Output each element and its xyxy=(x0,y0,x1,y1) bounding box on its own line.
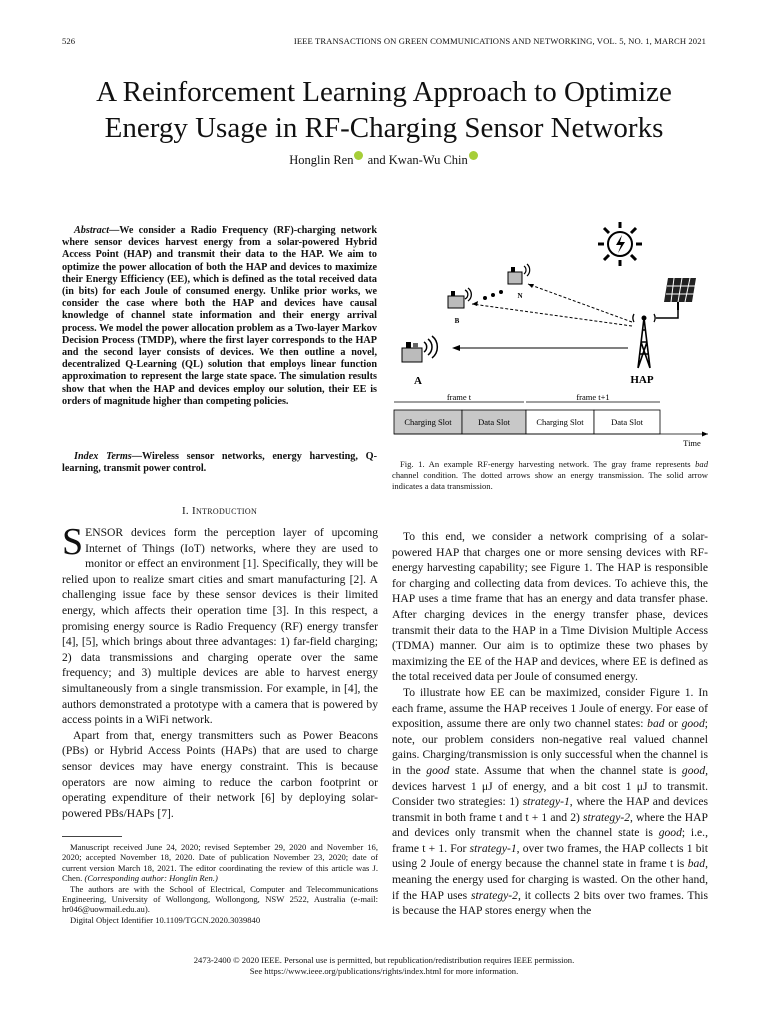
label-hap: HAP xyxy=(630,374,654,386)
paragraph xyxy=(62,521,378,728)
author-list xyxy=(0,151,768,168)
solar-panel-icon xyxy=(664,278,696,310)
author-conjunction: and xyxy=(367,153,386,167)
intro-right-column xyxy=(392,529,708,919)
journal-header: IEEE TRANSACTIONS ON GREEN COMMUNICATIONS AND NETWORKING, VOL. 5, NO. 1, MARCH 2021 xyxy=(293,36,706,46)
paragraph-text: devices form the perception layer of upcoming Internet of Things (IoT) networks, where they are used to monitor or effect an environment [1]. Specifically, they will be relied upon to realize smart cities and smart manufacturing [2]. A challenging issue face by these sensor devices is their limited energy, which affects their operation time [3]. In this respect, a promising energy source is Radio Frequency (RF) energy transfer [4], [5], which brings about three advantages: 1) far-field charging; 2) data transmissions and charging operate over the same frequency; and 3) multiple devices are able to harvest energy simultaneously from a single transmission. For example, in [4], the authors demonstrated a prototype with a camera that is powered by access points in a WiFi network. xyxy=(62,526,378,727)
device-a-icon xyxy=(402,336,437,362)
label-b: B xyxy=(454,317,460,325)
section-title: Introduction xyxy=(192,505,258,517)
intro-left-column xyxy=(62,521,378,821)
title-line-2: Energy Usage in RF-Charging Sensor Networks xyxy=(104,112,664,144)
orcid-icon[interactable] xyxy=(354,151,363,160)
paragraph: To this end, we consider a network comprising of a solar-powered HAP that charges one or more sensing devices with RF-energy harvesting capability; see Figure 1. The HAP is responsible for charging and collecting data from devices. To achieve this, the HAP uses a time frame that has an energy and data transfer phase. After charging devices in the energy transfer phase, devices transmit their data to the HAP in a Time Division Multiple Access (TDMA) manner. Our aim is to optimize these two phases by maximizing the EE of the HAP and devices, where EE is defined as the total received data per Joule of consumed energy. xyxy=(392,530,708,684)
ellipsis-dots xyxy=(483,290,503,300)
time-label: Time xyxy=(683,438,701,448)
device-b-icon xyxy=(448,288,471,308)
index-terms-label: Index Terms xyxy=(74,451,132,462)
paper-title xyxy=(40,74,728,146)
slot-label: Charging Slot xyxy=(404,417,452,427)
figure-1 xyxy=(392,222,712,454)
frame-t1-label: frame t+1 xyxy=(576,392,610,402)
energy-arrows xyxy=(472,284,632,326)
footnote-affiliation: The authors are with the School of Electrical, Computer and Telecommunications Engineering, University of Wollongong, Wollongong, NSW 2522, Australia (e-mail: hr046@uowmail.edu.au). xyxy=(62,883,378,915)
hap-tower-icon xyxy=(633,314,655,368)
author-1: Honglin Ren xyxy=(289,153,354,167)
slot-label: Data Slot xyxy=(611,417,643,427)
copyright-notice xyxy=(0,955,768,977)
frame-t-label: frame t xyxy=(446,392,472,402)
label-a: A xyxy=(414,375,422,387)
paragraph: Apart from that, energy transmitters such as Power Beacons (PBs) or Hybrid Access Points (HAPs) that are used to charge sensor devices may have energy constraint. This is because operators are now aiming to reduce the carbon footprint or operating expenditure of their network [6] by deploying solar-powered PBs/HAPs [7]. xyxy=(62,728,378,820)
orcid-icon[interactable] xyxy=(469,151,478,160)
title-line-1: A Reinforcement Learning Approach to Optimize xyxy=(96,76,672,108)
lead-word: ENSOR xyxy=(85,526,124,539)
copyright-line-2[interactable]: See https://www.ieee.org/publications/rights/index.html for more information. xyxy=(249,966,519,976)
sun-icon xyxy=(598,222,642,266)
device-n-icon xyxy=(508,264,530,284)
page-number: 526 xyxy=(62,36,76,46)
index-terms-text: —Wireless sensor networks, energy harvesting, Q-learning, transmit power control. xyxy=(62,451,377,475)
abstract xyxy=(62,225,377,408)
copyright-line-1: 2473-2400 © 2020 IEEE. Personal use is permitted, but republication/redistribution requires IEEE permission. xyxy=(193,955,575,965)
index-terms xyxy=(62,451,377,475)
author-2: Kwan-Wu Chin xyxy=(388,153,468,167)
slot-label: Charging Slot xyxy=(536,417,584,427)
drop-cap: S xyxy=(62,521,84,563)
footnote xyxy=(62,842,378,925)
section-number: I. xyxy=(181,505,189,517)
label-n: N xyxy=(517,292,523,300)
section-heading xyxy=(62,505,377,517)
footnote-doi: Digital Object Identifier 10.1109/TGCN.2020.3039840 xyxy=(70,914,261,925)
paragraph: To illustrate how EE can be maximized, consider Figure 1. In each frame, assume the HAP receives 1 Joule of energy. For ease of exposition, assume there are only two channel states: bad or good; note, our problem considers non-negative real valued channel gains. Charging/transmission is only successful when the channel is in the good state. Assume that when the channel state is good, devices harvest 1 μJ of energy, and a bit cost 1 μJ to transmit. Consider two strategies: 1) strategy-1, where the HAP and devices transmit in both frame t and t + 1 and 2) strategy-2, where the HAP and devices only transmit when the channel state is good; i.e., frame t + 1. For strategy-1, over two frames, the HAP collects 1 bit using 2 Joule of energy because the channel state in frame t is bad, meaning the energy used for charging is wasted. On the other hand, if the HAP uses strategy-2, it collects 2 bits over two frames. This is because the HAP stores energy when the xyxy=(392,685,709,918)
caption-label: Fig. 1. xyxy=(400,459,425,469)
footnote-rule xyxy=(62,836,122,837)
footnote-manuscript: Manuscript received June 24, 2020; revised September 29, 2020 and November 16, 2020; accepted November 18, 2020. Date of publication November 23, 2020; date of current version March 18, 2021. The editor coordinating the review of this article was J. Chen. (Corresponding author: Honglin Ren.) xyxy=(62,842,378,884)
slot-label: Data Slot xyxy=(478,417,510,427)
abstract-text: —We consider a Radio Frequency (RF)-charging network where sensor devices harvest energy from a solar-powered Hybrid Access Point (HAP) and transmit their data to the HAP. We aim to optimize the power allocation of both the HAP and devices to maximize their Energy Efficiency (EE), which is defined as the total received data (in bits) for each Joule of consumed energy. Unlike prior works, we consider the case where both the HAP and devices have causal knowledge of channel state information and their energy arrival process. We model the power allocation problem as a Two-layer Markov Decision Process (TMDP), where the first layer corresponds to the HAP and the second layer consists of devices. We then outline a novel, decentralized Q-Learning (QL) solution that employs linear function approximation to represent the large state space. The simulation results show that when the HAP and devices employ our solution, their EE is orders of magnitude higher than competing policies. xyxy=(62,225,377,407)
abstract-label: Abstract xyxy=(74,225,110,236)
figure-caption: Fig. 1. An example RF-energy harvesting network. The gray frame represents bad channel condition. The dotted arrows show an energy transmission. The solid arrow indicates a data transmission. xyxy=(392,459,708,491)
